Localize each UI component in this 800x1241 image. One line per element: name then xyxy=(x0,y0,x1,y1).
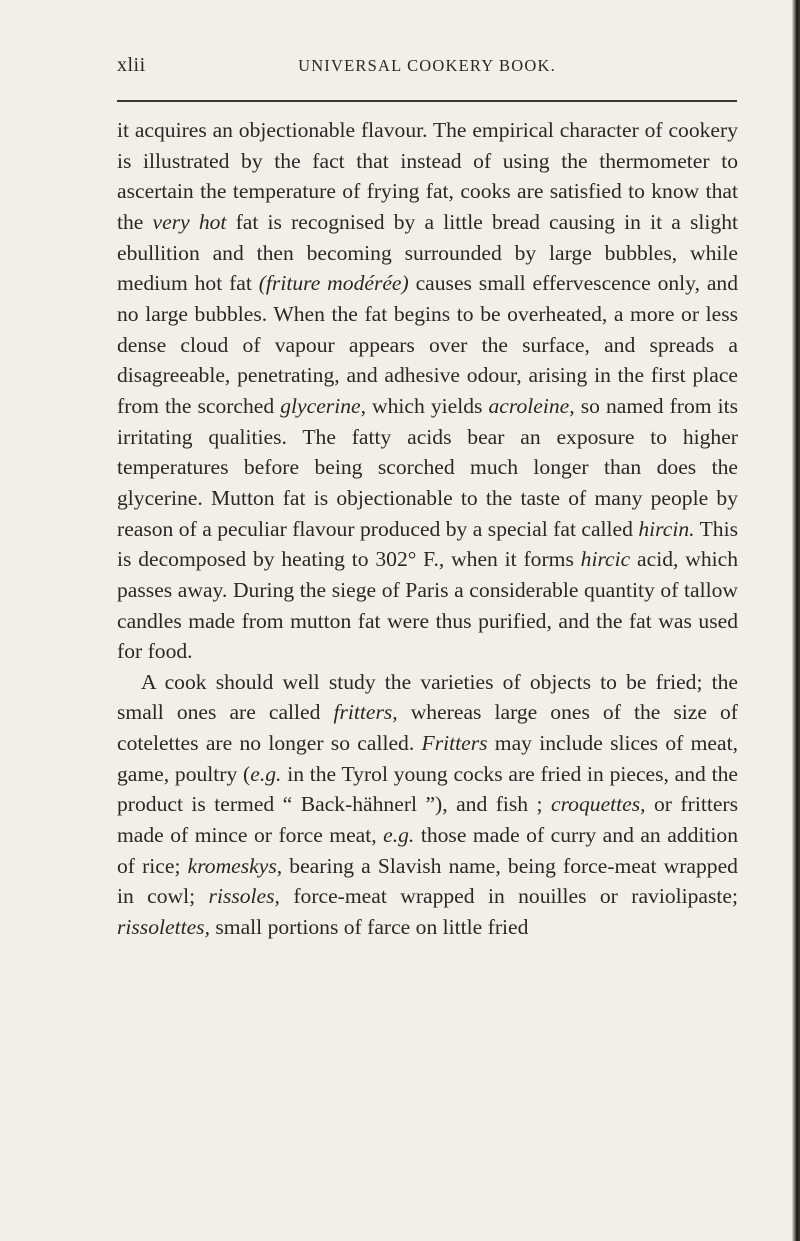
text-run: it acquires an objectionable flavour. The empirical character of cookery is illustrated by the fact that instead of using the thermometer to ascertain the temperature of frying fat, cooks are satisfied to know that the xyxy=(117,118,738,234)
text-run: so named from its irritating qualities. The fatty acids bear an exposure to higher temperatures before being scorched much longer than does the glycerine. Mutton fat is objectionable to the taste of many people by reason of a peculiar flavour produced by a special fat called xyxy=(117,393,738,541)
text-run: which yields xyxy=(365,393,489,418)
paragraph xyxy=(117,667,738,943)
text-run: acid, which passes away. During the siege of Paris a considerable quantity of tallow candles made from mutton fat were thus purified, and the fat was used for food. xyxy=(117,547,738,664)
page-number: xlii xyxy=(117,54,146,76)
text-run: may include slices of meat, game, poultry ( xyxy=(117,731,738,786)
italic-term: very hot xyxy=(152,209,227,234)
italic-term: kromeskys, xyxy=(187,853,283,878)
italic-term: (friture modérée) xyxy=(258,271,409,296)
running-title: UNIVERSAL COOKERY BOOK. xyxy=(298,56,556,75)
text-run: A cook should well study the varieties of objects to be fried; the small ones are called xyxy=(117,669,738,725)
italic-term: hircic xyxy=(580,547,631,572)
text-run: or fritters made of mince or force meat, xyxy=(117,792,738,848)
text-run: fat is recognised by a little bread causing in it a slight ebullition and then becoming surrounded by large bubbles, while medium hot fat xyxy=(117,209,738,296)
text-run: those made of curry and an addition of rice; xyxy=(117,823,738,878)
page-edge-shadow xyxy=(792,0,800,1241)
italic-term: acroleine, xyxy=(488,393,575,418)
text-run: causes small effervescence only, and no large bubbles. When the fat begins to be overheated, a more or less dense cloud of vapour appears over the surface, and spreads a disagreeable, penetrating, and adhesive odour, arising in the first place from the scorched xyxy=(117,271,739,418)
text-run: force-meat wrapped in nouilles or raviolipaste; xyxy=(279,884,738,909)
italic-term: rissoles, xyxy=(208,884,280,909)
running-head xyxy=(117,54,737,84)
italic-term: hircin. xyxy=(638,516,695,541)
italic-term: croquettes, xyxy=(551,792,646,817)
body-text xyxy=(117,115,738,943)
text-run: small portions of farce on little fried xyxy=(209,915,529,940)
text-run: This is decomposed by heating to 302° F., when it forms xyxy=(117,516,738,572)
italic-term: fritters, xyxy=(333,700,398,725)
italic-term: e.g. xyxy=(383,823,415,848)
text-run: bearing a Slavish name, being force-meat wrapped in cowl; xyxy=(117,853,738,909)
header-rule xyxy=(117,100,737,102)
text-run: in the Tyrol young cocks are fried in pieces, and the product is termed “ Back-hähnerl ”), and fish ; xyxy=(117,761,738,817)
paragraph xyxy=(117,115,738,667)
italic-term: glycerine, xyxy=(280,393,366,418)
italic-term: Fritters xyxy=(421,731,488,756)
text-run: whereas large ones of the size of cotelettes are no longer so called. xyxy=(117,700,738,756)
italic-term: e.g. xyxy=(250,761,282,786)
italic-term: rissolettes, xyxy=(117,915,210,940)
